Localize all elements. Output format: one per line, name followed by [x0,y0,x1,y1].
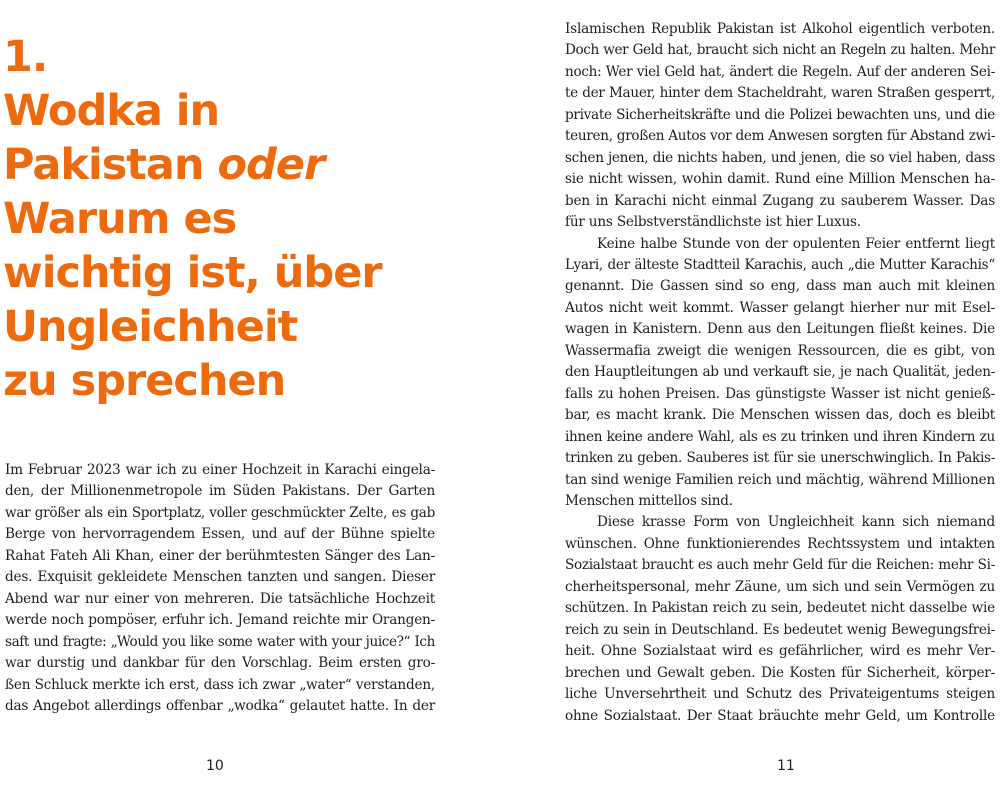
text-line: Sozialstaat braucht es auch mehr Geld für die Reichen: mehr Si- [565,557,995,574]
text-line: war durstig und dankbar für den Vorschlag. Beim ersten gro- [5,655,435,672]
text-line: trinken zu geben. Sauberes ist für sie unerschwinglich. In Pakis- [565,450,995,467]
title-line [3,138,473,192]
text-line: den Hauptleitungen ab und verkauft sie, je nach Qualität, jeden- [565,364,995,381]
text-line: für uns Selbstverständlichste ist hier Luxus. [565,214,861,231]
text-line: des. Exquisit gekleidete Menschen tanzten und sangen. Dieser [5,569,435,586]
text-line: heit. Ohne Sozialstaat wird es gefährlicher, wird es mehr Ver- [565,643,995,660]
text-line: te der Mauer, hinter dem Stacheldraht, waren Straßen gesperrt, [565,85,995,102]
right-page [500,0,1000,800]
text-line: bar, es macht krank. Die Menschen wissen das, doch es bleibt [565,407,995,424]
body-text-left [5,460,435,717]
text-line: schen jenen, die nichts haben, und jenen, die so viel haben, dass [565,149,995,166]
page-number: 10 [206,758,224,774]
text-line: ßen Schluck merkte ich erst, dass ich zwar „water“ verstanden, [5,676,435,693]
text-line: falls zu hohen Preisen. Das günstigste Wasser ist nicht genieß- [565,385,995,402]
text-line: ben in Karachi nicht einmal Zugang zu sauberem Wasser. Das [565,192,995,209]
chapter-number: 1. [3,32,48,82]
text-line: Wassermafia zweigt die wenigen Ressourcen, die es gibt, von [565,342,995,359]
text-line: reich zu sein in Deutschland. Es bedeutet wenig Bewegungsfrei- [565,621,995,638]
title-line: zu sprechen [3,356,286,406]
text-line: wünschen. Ohne funktionierendes Rechtssystem und intakten [565,535,995,552]
text-line: das Angebot allerdings offenbar „wodka“ gelautet hatte. In der [5,697,435,714]
text-line: Diese krasse Form von Ungleichheit kann sich niemand [597,514,995,531]
text-line: Rahat Fateh Ali Khan, einer der berühmtesten Sänger des Lan- [5,547,435,564]
title-line: Ungleichheit [3,302,298,352]
text-line: Berge von hervorragendem Essen, und auf der Bühne spielte [5,526,435,543]
text-line: ihnen keine andere Wahl, als es zu trinken und ihren Kindern zu [565,428,995,445]
title-word: Pakistan [3,140,204,190]
text-line: Islamischen Republik Pakistan ist Alkohol eigentlich verboten. [565,21,995,37]
title-line: Warum es [3,194,237,244]
text-line: Im Februar 2023 war ich zu einer Hochzeit in Karachi eingela- [5,462,435,478]
text-line: liche Unversehrtheit und Schutz des Privateigentums steigen [565,686,995,703]
text-line: wagen in Kanistern. Denn aus den Leitungen fließt keines. Die [565,321,995,338]
text-line: teuren, großen Autos vor dem Anwesen sorgten für Abstand zwi- [565,128,996,145]
title-line: Wodka in [3,86,220,136]
text-line: private Sicherheitskräfte und die Polizei bewachten uns, und die [565,106,995,123]
title-line: wichtig ist, über [3,248,382,298]
text-line: cherheitspersonal, mehr Zäune, um sich und sein Vermögen zu [565,578,995,595]
text-line: werde noch pompöser, erfuhr ich. Jemand reichte mir Orangen- [5,612,435,629]
text-line: Doch wer Geld hat, braucht sich nicht an Regeln zu halten. Mehr [565,42,995,59]
chapter-title [3,30,473,408]
text-line: noch: Wer viel Geld hat, ändert die Regeln. Auf der anderen Sei- [565,63,995,80]
text-line: Menschen mittellos sind. [565,492,733,509]
title-emphasis: oder [217,140,325,190]
text-line: Abend war nur einer von mehreren. Die tatsächliche Hochzeit [5,590,435,607]
text-line: genannt. Die Gassen sind so eng, dass man auch mit kleinen [565,278,995,295]
text-line: den, der Millionenmetropole im Süden Pakistans. Der Garten [5,483,435,500]
text-line: war größer als ein Sportplatz, voller geschmückter Zelte, es gab [5,504,435,521]
body-text-right [565,19,995,727]
text-line: Keine halbe Stunde von der opulenten Feier entfernt liegt [597,235,995,252]
text-line: brechen und Gewalt geben. Die Kosten für Sicherheit, körper- [565,664,995,681]
text-line: ohne Sozialstaat. Der Staat bräuchte mehr Geld, um Kontrolle [565,707,995,724]
text-line: sie nicht wissen, wohin damit. Rund eine Million Menschen ha- [565,171,995,188]
text-line: saft und fragte: „Would you like some water with your juice?“ Ich [5,633,435,650]
text-line: Lyari, der älteste Stadtteil Karachis, auch „die Mutter Karachis“ [565,256,995,273]
text-line: tan sind wenige Familien reich und mächtig, während Millionen [565,471,995,488]
text-line: schützen. In Pakistan reich zu sein, bedeutet nicht dasselbe wie [565,600,995,617]
text-line: Autos nicht weit kommt. Wasser gelangt hierher nur mit Esel- [565,299,995,316]
page-number: 11 [777,758,795,774]
